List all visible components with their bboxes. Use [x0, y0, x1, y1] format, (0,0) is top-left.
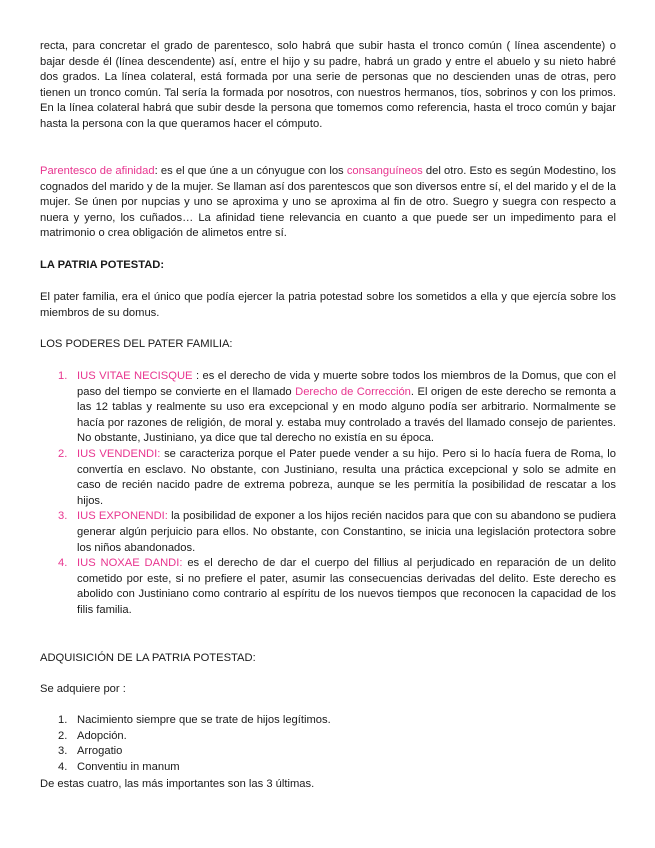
paragraph-parentesco-afinidad — [40, 164, 616, 242]
link-consanguineos[interactable]: consanguíneos — [346, 165, 423, 177]
heading-adquisicion: ADQUISICIÓN DE LA PATRIA POTESTAD: — [40, 652, 256, 664]
term-ius-vitae-necisque: IUS VITAE NECISQUE — [77, 370, 193, 382]
paragraph-conclusion: De estas cuatro, las más importantes son las 3 últimas. — [40, 778, 315, 790]
list-item — [40, 744, 616, 760]
list-number: 1. — [58, 714, 68, 726]
ius-vendendi-text: se caracteriza porque el Pater puede vender a su hijo. Pero si lo hacía fuera de Roma, lo convertía en esclavo. No obstante, con Justiniano, resulta una práctica excepcional y solo se admite en caso de recién nacido padre de extrema pobreza, aunque se les permitía la posibilidad de rescatar a los hijos. — [77, 447, 616, 507]
term-ius-exponendi: IUS EXPONENDI: — [77, 510, 168, 523]
list-number: 3. — [58, 745, 68, 758]
afinidad-text-a: : es el que úne a un cónyugue con los — [154, 165, 347, 177]
afinidad-text-b: del otro. Esto es según Modestino, los cognados del marido y de la mujer. Se llaman así dos parentescos que son diversos entre sí, el del marido y el de la mujer. Se únen por nupcias y uno se aproxima y uno se aproxima al fin de otro. Suegro y suegra con respecto a nuera y yerno, los cuñados… La afinidad tiene relevancia en cuanto a que puede ser un impedimento para el matrimonio o crea obligación de alimetos entre sí. — [40, 165, 616, 240]
list-item — [40, 729, 616, 745]
acquisition-list — [40, 713, 616, 775]
list-number: 3. — [58, 510, 68, 523]
ius-vitae-text-b: . El origen de este derecho se remonta a las 12 tablas y realmente su uso era excepcional y en modo alguno podía ser arbitrario. Normalmente se hacía por razones de religión, de moral y. estaba muy controlado a través del llamado consejo de parientes. No obstante, Justiniano, ya dice que tal derecho no existía en su época. — [77, 385, 616, 445]
powers-list — [40, 369, 616, 619]
list-number: 1. — [58, 370, 68, 382]
list-number: 2. — [58, 447, 68, 460]
link-derecho-correccion[interactable]: Derecho de Corrección — [295, 385, 411, 398]
list-item-ius-exponendi — [40, 509, 616, 556]
paragraph-se-adquiere: Se adquiere por : — [40, 683, 126, 695]
list-item-text: Adopción. — [77, 729, 127, 742]
list-item-text: Conventiu in manum — [77, 760, 180, 773]
term-ius-noxae-dandi: IUS NOXAE DANDI: — [77, 557, 183, 570]
list-item — [40, 713, 616, 729]
term-ius-vendendi: IUS VENDENDI: — [77, 447, 161, 460]
list-number: 2. — [58, 729, 68, 742]
list-item-ius-vitae — [40, 369, 616, 447]
list-number: 4. — [58, 557, 68, 570]
paragraph-pater-familia: El pater familia, era el único que podía ejercer la patria potestad sobre los sometidos a ella y que ejercía sobre los miembros de su domus. — [40, 291, 616, 319]
list-item-ius-vendendi — [40, 447, 616, 509]
heading-poderes-pater: LOS PODERES DEL PATER FAMILIA: — [40, 338, 233, 350]
list-item — [40, 760, 616, 776]
heading-patria-potestad: LA PATRIA POTESTAD: — [40, 259, 165, 271]
list-item-text: Arrogatio — [77, 745, 123, 758]
paragraph-lineas-parentesco: recta, para concretar el grado de parentesco, solo habrá que subir hasta el tronco común ( línea ascendente) o bajar desde él (línea descendente) así, entre el hijo y su padre, habrá un grado y entre el abuelo y su nieto habré dos grados. La línea colateral, está formada por una serie de personas que no descienden unas de otras, pero tienen un tronco común. Tal sería la formada por nosotros, con nuestros hermanos, tíos, sobrinos y con los primos. En la línea colateral habrá que subir desde la persona que tomemos como referencia, hasta el troco común y bajar hasta la persona con la que queramos hacer el cómputo. — [40, 40, 616, 130]
list-item-text: Nacimiento siempre que se trate de hijos legítimos. — [77, 714, 331, 726]
ius-exponendi-text: la posibilidad de exponer a los hijos recién nacidos para que con su abandono se pudiera generar algún perjuicio para ellos. No obstante, con Constantino, se inicia una legislación protectora sobre los niños abandonados. — [77, 510, 616, 554]
ius-noxae-dandi-text: es el derecho de dar el cuerpo del fillius al perjudicado en reparación de un delito cometido por este, si no prefiere el pater, asumir las consecuencias derivadas del delito. Este derecho es abolido con Justiniano como contrario al espíritu de los nuevos tiempos que reconocen la capacidad de los filis familia. — [77, 557, 617, 616]
term-parentesco-afinidad: Parentesco de afinidad — [40, 165, 155, 177]
list-number: 4. — [58, 760, 68, 773]
ius-vitae-text-a: : es el derecho de vida y muerte sobre todos los miembros de la Domus, que con el paso del tiempo se convierte en el llamado — [77, 370, 617, 398]
list-item-ius-noxae-dandi — [40, 556, 616, 618]
